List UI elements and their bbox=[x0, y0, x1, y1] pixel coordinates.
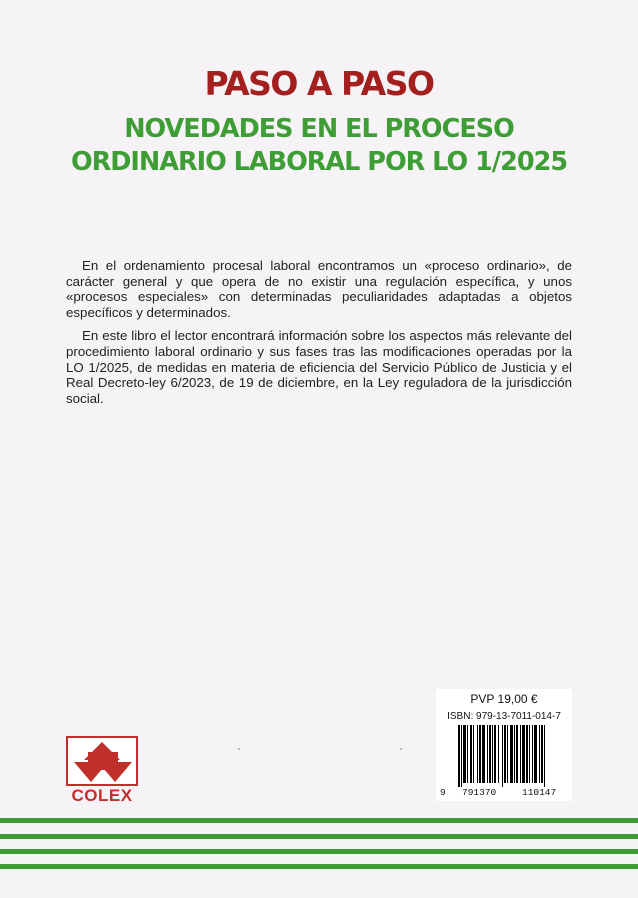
blurb-paragraph-2: En este libro el lector encontrará información sobre los aspectos más relevante del procedimiento laboral ordinario y sus fases tras las modificaciones operadas por la LO 1/2025, de medidas en materia de eficiencia del Servicio Público de Justicia y el Real Decreto-ley 6/2023, de 19 de diciembre, en la Ley reguladora de la jurisdicción social. bbox=[66, 328, 572, 406]
barcode-icon bbox=[436, 725, 572, 787]
price-box bbox=[436, 689, 572, 801]
back-cover-blurb bbox=[66, 258, 572, 414]
series-title: PASO A PASO bbox=[204, 64, 434, 103]
green-stripe-3 bbox=[0, 849, 638, 854]
blurb-paragraph-1: En el ordenamiento procesal laboral encontramos un «proceso ordinario», de carácter general y que opera de no existir una regulación específica, y unos «procesos especiales» con determinadas peculiaridades adaptadas a objetos específicos y determinados. bbox=[66, 258, 572, 320]
mark-dot-right bbox=[400, 748, 402, 750]
mark-dot-left bbox=[238, 748, 240, 750]
green-stripe-2 bbox=[0, 834, 638, 839]
book-title-line-1: NOVEDADES EN EL PROCESO bbox=[124, 114, 514, 144]
barcode-digit-first: 9 bbox=[440, 787, 446, 798]
publisher-name: COLEX bbox=[71, 786, 133, 805]
barcode-digits-right: 110147 bbox=[522, 787, 557, 798]
book-title-line-2: ORDINARIO LABORAL POR LO 1/2025 bbox=[70, 147, 568, 177]
book-title bbox=[0, 113, 638, 179]
green-stripe-1 bbox=[0, 818, 638, 823]
green-stripe-4 bbox=[0, 864, 638, 869]
publisher-logo bbox=[66, 736, 138, 806]
barcode-digits-left: 791370 bbox=[462, 787, 497, 798]
house-arrows-logo-icon bbox=[66, 736, 138, 786]
price-label: PVP 19,00 € bbox=[470, 692, 538, 706]
isbn-label: ISBN: 979-13-7011-014-7 bbox=[447, 711, 561, 722]
